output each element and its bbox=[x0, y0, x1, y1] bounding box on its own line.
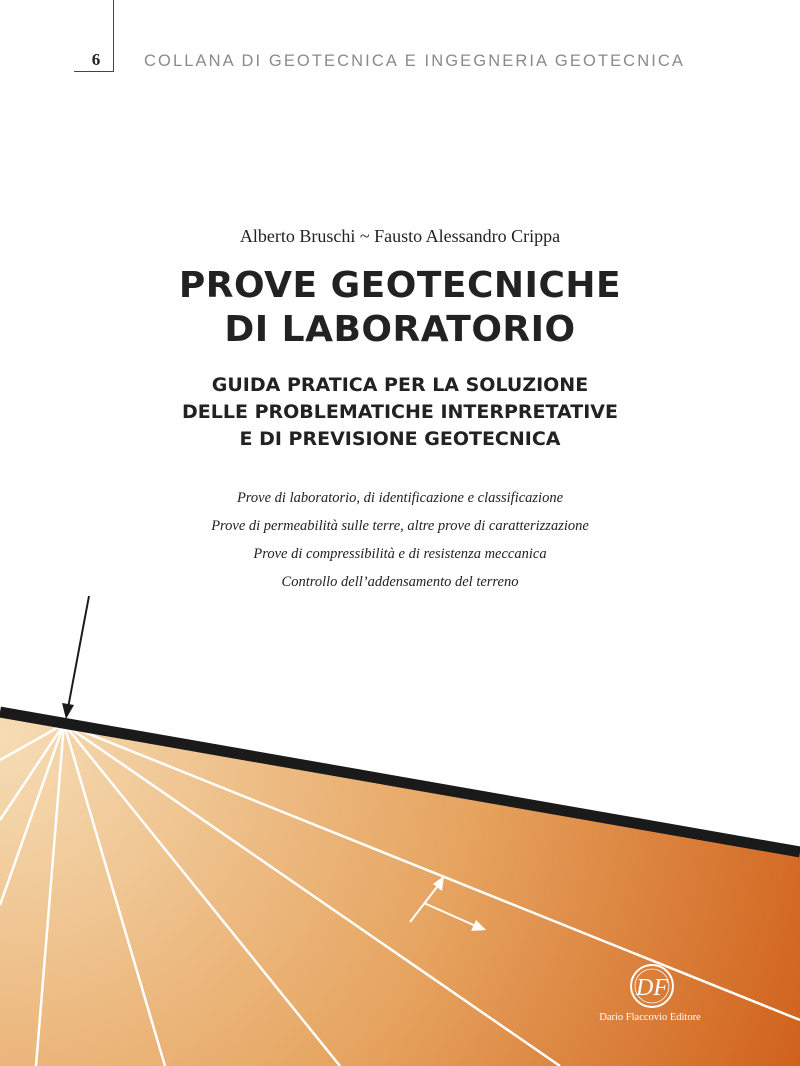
book-title-line: PROVE GEOTECNICHE bbox=[178, 265, 622, 306]
load-arrow bbox=[62, 596, 89, 719]
subtitle-line: GUIDA PRATICA PER LA SOLUZIONE bbox=[211, 374, 589, 396]
series-number: 6 bbox=[91, 50, 101, 69]
subtitle-line: E DI PREVISIONE GEOTECNICA bbox=[239, 428, 561, 450]
topic-item: Prove di compressibilità e di resistenza meccanica bbox=[253, 546, 547, 562]
authors: Alberto Bruschi ~ Fausto Alessandro Crippa bbox=[239, 226, 561, 246]
subtitle-line: DELLE PROBLEMATICHE INTERPRETATIVE bbox=[182, 401, 618, 423]
topic-item: Prove di permeabilità sulle terre, altre prove di caratterizzazione bbox=[211, 518, 589, 534]
publisher-logo-letters: DF bbox=[636, 975, 668, 1001]
book-title-line: DI LABORATORIO bbox=[224, 309, 576, 350]
topic-item: Prove di laboratorio, di identificazione e classificazione bbox=[236, 490, 564, 506]
topic-item: Controllo dell’addensamento del terreno bbox=[281, 574, 519, 590]
publisher-name: Dario Flaccovio Editore bbox=[599, 1012, 701, 1023]
series-title: COLLANA DI GEOTECNICA E INGEGNERIA GEOTECNICA bbox=[144, 52, 686, 70]
